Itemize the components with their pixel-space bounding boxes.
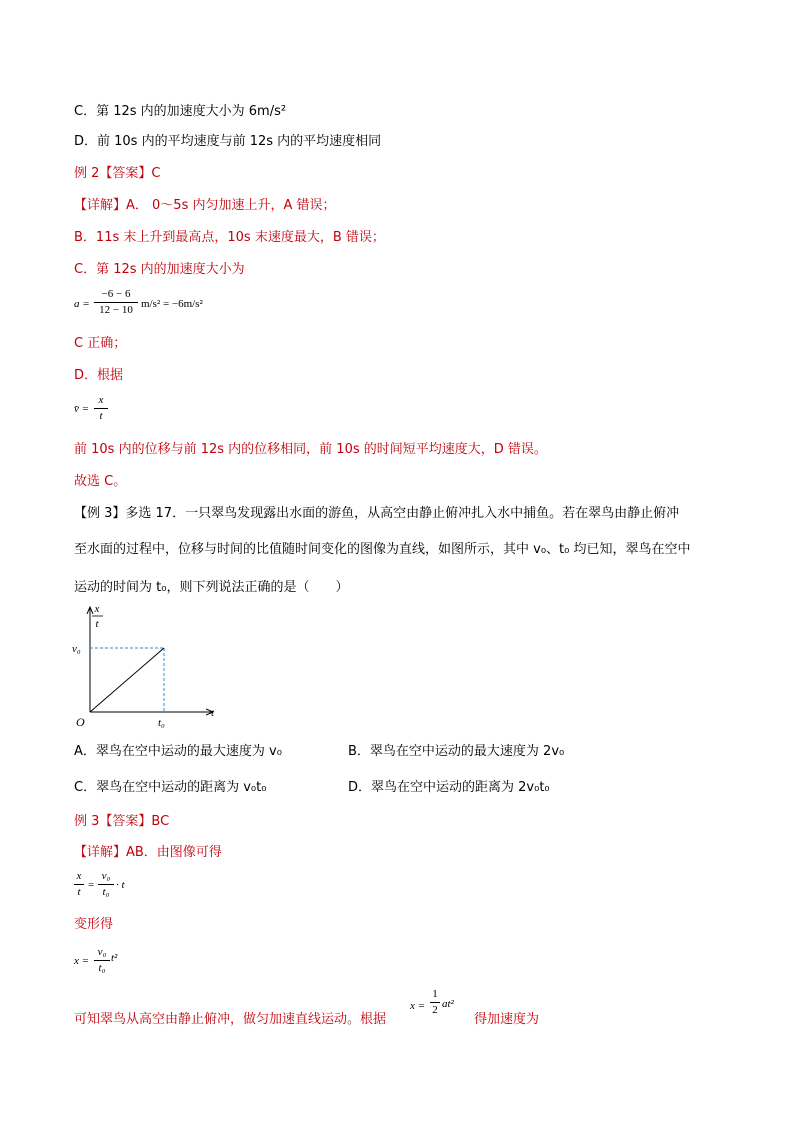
formula3-fraction (430, 988, 440, 1017)
q2-c-correct: C 正确； (74, 336, 127, 351)
q2-detail-d: D．根据 (74, 368, 124, 383)
formula-a-denominator: 12 − 10 (99, 304, 133, 316)
data-line (90, 648, 164, 712)
q3-transform: 变形得 (74, 917, 114, 932)
q3-stem-line-3: 运动的时间为 t₀，则下列说法正确的是（ ） (74, 580, 349, 595)
q2-answer: 例 2【答案】C (74, 166, 161, 181)
formula2-numerator: v₀ (97, 946, 107, 958)
formula3-numerator: 1 (432, 988, 438, 1000)
formula2-lhs: x = (74, 955, 90, 967)
q3-stem-line-2: 至水面的过程中，位移与时间的比值随时间变化的图像为直线，如图所示，其中 v₀、t₀ 均已知，翠鸟在空中 (74, 542, 691, 557)
origin-label: O (76, 715, 85, 729)
y-axis-label-numerator: x (94, 603, 100, 615)
formula3-tail: at² (442, 998, 454, 1010)
q3-answer: 例 3【答案】BC (74, 814, 170, 829)
xt-over-t-graph (66, 600, 226, 732)
formula-a-fraction (94, 288, 138, 317)
formula1-lhs-numerator: x (76, 870, 82, 882)
q3-option-c: C．翠鸟在空中运动的距离为 v₀t₀ (74, 780, 267, 795)
formula1-lhs-fraction (74, 870, 84, 899)
q2-detail-b: B．11s 末上升到最高点，10s 末速度最大，B 错误； (74, 230, 385, 245)
formula-v-numerator: x (98, 394, 104, 406)
formula3-denominator: 2 (432, 1004, 438, 1016)
q2-option-c: C．第 12s 内的加速度大小为 6m/s² (74, 104, 287, 119)
y-tick-v0: v₀ (72, 643, 81, 655)
q3-option-b: B．翠鸟在空中运动的最大速度为 2v₀ (348, 744, 565, 759)
x-tick-t0: t₀ (158, 717, 165, 729)
formula-a-numerator: −6 − 6 (101, 288, 131, 300)
formula-v-fraction (94, 394, 108, 423)
q2-d-conclusion: 前 10s 内的位移与前 12s 内的位移相同，前 10s 的时间短平均速度大，D 错误。 (74, 442, 547, 457)
formula-a-rhs: m/s² = −6m/s² (141, 298, 203, 310)
y-axis-label-denominator: t (95, 618, 99, 630)
q2-choose: 故选 C。 (74, 474, 127, 489)
formula2-fraction (94, 946, 110, 975)
q3-option-d: D．翠鸟在空中运动的距离为 2v₀t₀ (348, 780, 550, 795)
q2-detail-a: 【详解】A． 0～5s 内匀加速上升，A 错误； (74, 198, 336, 213)
q3-last-line-a: 可知翠鸟从高空由静止俯冲，做匀加速直线运动。根据 (74, 1012, 387, 1027)
formula1-rhs-fraction (98, 870, 114, 899)
q2-detail-c: C．第 12s 内的加速度大小为 (74, 262, 245, 277)
formula-v-lhs: v̄ = (74, 403, 90, 415)
formula1-rhs-numerator: v₀ (101, 870, 111, 882)
q2-option-d: D．前 10s 内的平均速度与前 12s 内的平均速度相同 (74, 134, 382, 149)
q3-stem-line-1: 【例 3】多选 17．一只翠鸟发现露出水面的游鱼，从高空由静止俯冲扎入水中捕鱼。若在翠鸟由静止俯冲 (74, 506, 680, 521)
formula-v-denominator: t (99, 410, 103, 422)
q3-detail-ab: 【详解】AB．由图像可得 (74, 845, 222, 860)
formula1-equals: = (88, 879, 95, 891)
formula-a-lhs: a = (74, 298, 90, 310)
formula1-rhs-denominator: t₀ (102, 886, 110, 898)
formula2-tail: t² (111, 952, 118, 964)
formula2-denominator: t₀ (98, 962, 106, 974)
formula1-lhs-denominator: t (77, 886, 81, 898)
formula1-tail: · t (116, 879, 125, 891)
formula3-lhs: x = (410, 1000, 426, 1012)
x-axis-label: t (211, 707, 215, 719)
q3-last-line-b: 得加速度为 (474, 1012, 540, 1027)
q3-option-a: A．翠鸟在空中运动的最大速度为 v₀ (74, 744, 282, 759)
